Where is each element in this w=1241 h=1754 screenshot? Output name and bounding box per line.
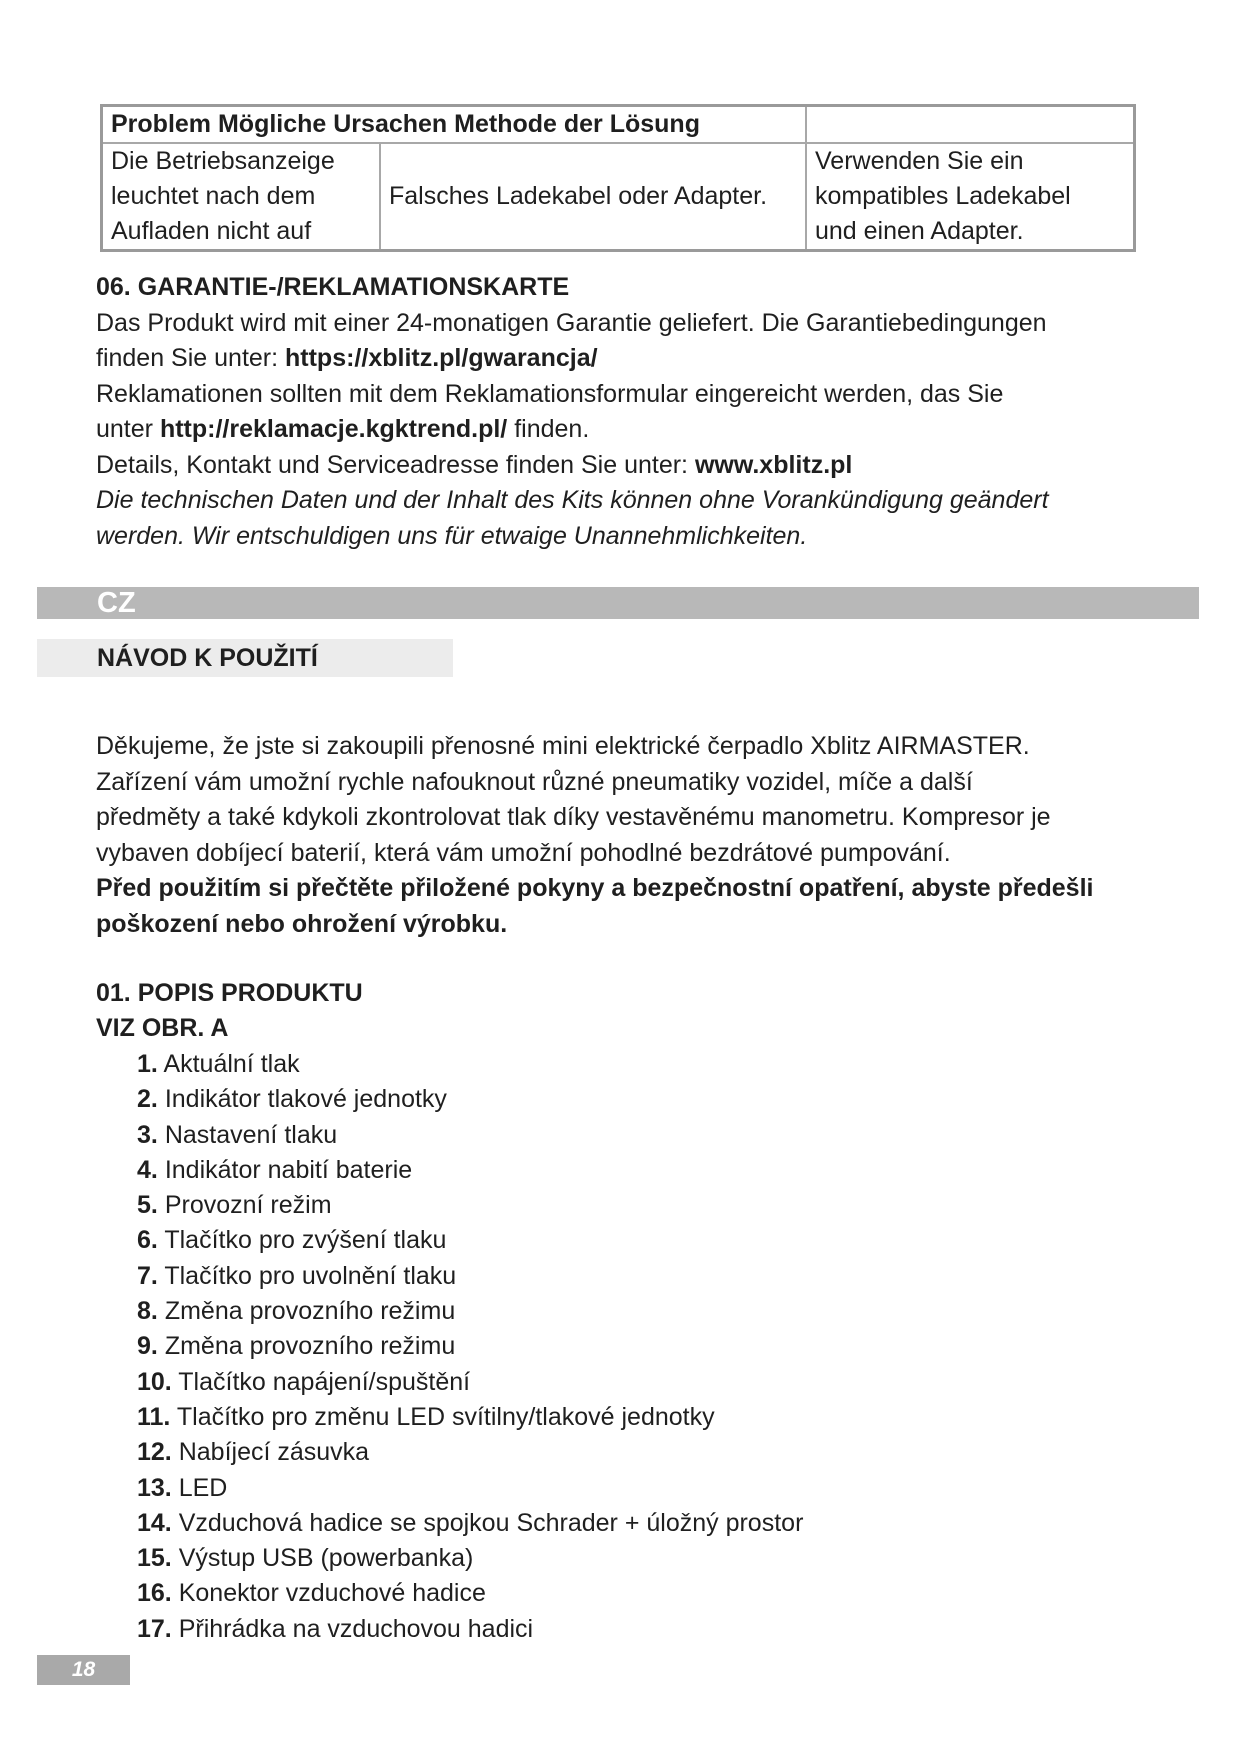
- intro-line: Zařízení vám umožní rychle nafouknout různé pneumatiky vozidel, míče a další: [96, 767, 973, 796]
- problem-line: leuchtet nach dem: [111, 182, 316, 210]
- intro-line: vybaven dobíjecí baterií, která vám umožní pohodlné bezdrátové pumpování.: [96, 838, 951, 867]
- cause-cell: Falsches Ladekabel oder Adapter.: [380, 143, 806, 251]
- intro-warning-line: Před použitím si přečtěte přiložené pokyny a bezpečnostní opatření, abyste předešli: [96, 874, 1094, 902]
- list-item: 9. Změna provozního režimu: [137, 1332, 456, 1361]
- list-item: 2. Indikátor tlakové jednotky: [137, 1085, 447, 1114]
- product-subheading: VIZ OBR. A: [96, 1014, 229, 1042]
- table-header-row: [102, 106, 1135, 144]
- guarantee-url[interactable]: https://xblitz.pl/gwarancja/: [285, 344, 598, 372]
- solution-line: und einen Adapter.: [815, 217, 1024, 245]
- guarantee-line: Das Produkt wird mit einer 24-monatigen Garantie geliefert. Die Garantiebedingungen: [96, 308, 1047, 337]
- language-code: CZ: [97, 587, 136, 619]
- list-item: 10. Tlačítko napájení/spuštění: [137, 1367, 471, 1396]
- disclaimer-line: Die technischen Daten und der Inhalt des Kits können ohne Vorankündigung geändert: [96, 486, 1049, 514]
- guarantee-line: Details, Kontakt und Serviceadresse finden Sie unter: www.xblitz.pl: [96, 450, 853, 479]
- problem-cell: [102, 143, 381, 251]
- product-heading: 01. POPIS PRODUKTU: [96, 979, 363, 1007]
- guarantee-line: finden Sie unter: https://xblitz.pl/gwarancja/: [96, 344, 598, 372]
- list-item: 5. Provozní režim: [137, 1191, 332, 1220]
- page-number: 18: [71, 1658, 96, 1681]
- solution-line: Verwenden Sie ein: [815, 147, 1024, 175]
- guarantee-line: unter http://reklamacje.kgktrend.pl/ finden.: [96, 415, 590, 443]
- intro-line: předměty a také kdykoli zkontrolovat tlak díky vestavěnému manometru. Kompresor je: [96, 803, 1051, 831]
- guarantee-line: Reklamationen sollten mit dem Reklamationsformular eingereicht werden, das Sie: [96, 379, 1004, 408]
- table-row: [102, 143, 1135, 251]
- list-item: 8. Změna provozního režimu: [137, 1297, 456, 1326]
- guarantee-heading: 06. GARANTIE-/REKLAMATIONSKARTE: [96, 273, 570, 301]
- list-item: 16. Konektor vzduchové hadice: [137, 1579, 486, 1608]
- table-header-empty-cell: [806, 106, 1135, 144]
- product-parts-list: [137, 1047, 803, 1647]
- solution-line: kompatibles Ladekabel: [815, 182, 1071, 210]
- list-item: 6. Tlačítko pro zvýšení tlaku: [137, 1226, 447, 1255]
- list-item: 1. Aktuální tlak: [137, 1050, 300, 1078]
- guarantee-section: [96, 270, 1176, 554]
- list-item: 14. Vzduchová hadice se spojkou Schrader + úložný prostor: [137, 1508, 804, 1537]
- problem-line: Aufladen nicht auf: [111, 217, 312, 245]
- list-item: 13. LED: [137, 1473, 228, 1502]
- website-url[interactable]: www.xblitz.pl: [694, 450, 853, 479]
- disclaimer-line: werden. Wir entschuldigen uns für etwaige Unannehmlichkeiten.: [96, 521, 808, 550]
- intro-warning-line: poškození nebo ohrožení výrobku.: [96, 909, 508, 938]
- solution-cell: [806, 143, 1135, 251]
- problem-line: Die Betriebsanzeige: [111, 147, 335, 175]
- language-section-bar: [37, 587, 1199, 619]
- list-item: 17. Přihrádka na vzduchovou hadici: [137, 1614, 534, 1643]
- troubleshooting-table: [100, 104, 1136, 252]
- list-item: 15. Výstup USB (powerbanka): [137, 1544, 474, 1573]
- complaint-url[interactable]: http://reklamacje.kgktrend.pl/: [159, 415, 508, 443]
- section-title-bar: [37, 639, 453, 677]
- list-item: 12. Nabíjecí zásuvka: [137, 1438, 370, 1467]
- intro-line: Děkujeme, že jste si zakoupili přenosné mini elektrické čerpadlo Xblitz AIRMASTER.: [96, 732, 1030, 760]
- page-number-badge: [37, 1655, 130, 1685]
- list-item: 4. Indikátor nabití baterie: [137, 1155, 413, 1184]
- list-item: 3. Nastavení tlaku: [137, 1120, 338, 1149]
- table-header-cell: Problem Mögliche Ursachen Methode der Lösung: [102, 106, 807, 144]
- list-item: 7. Tlačítko pro uvolnění tlaku: [137, 1261, 457, 1290]
- list-item: 11. Tlačítko pro změnu LED svítilny/tlakové jednotky: [137, 1402, 715, 1431]
- section-title: NÁVOD K POUŽITÍ: [97, 644, 318, 672]
- intro-paragraph: [96, 729, 1176, 942]
